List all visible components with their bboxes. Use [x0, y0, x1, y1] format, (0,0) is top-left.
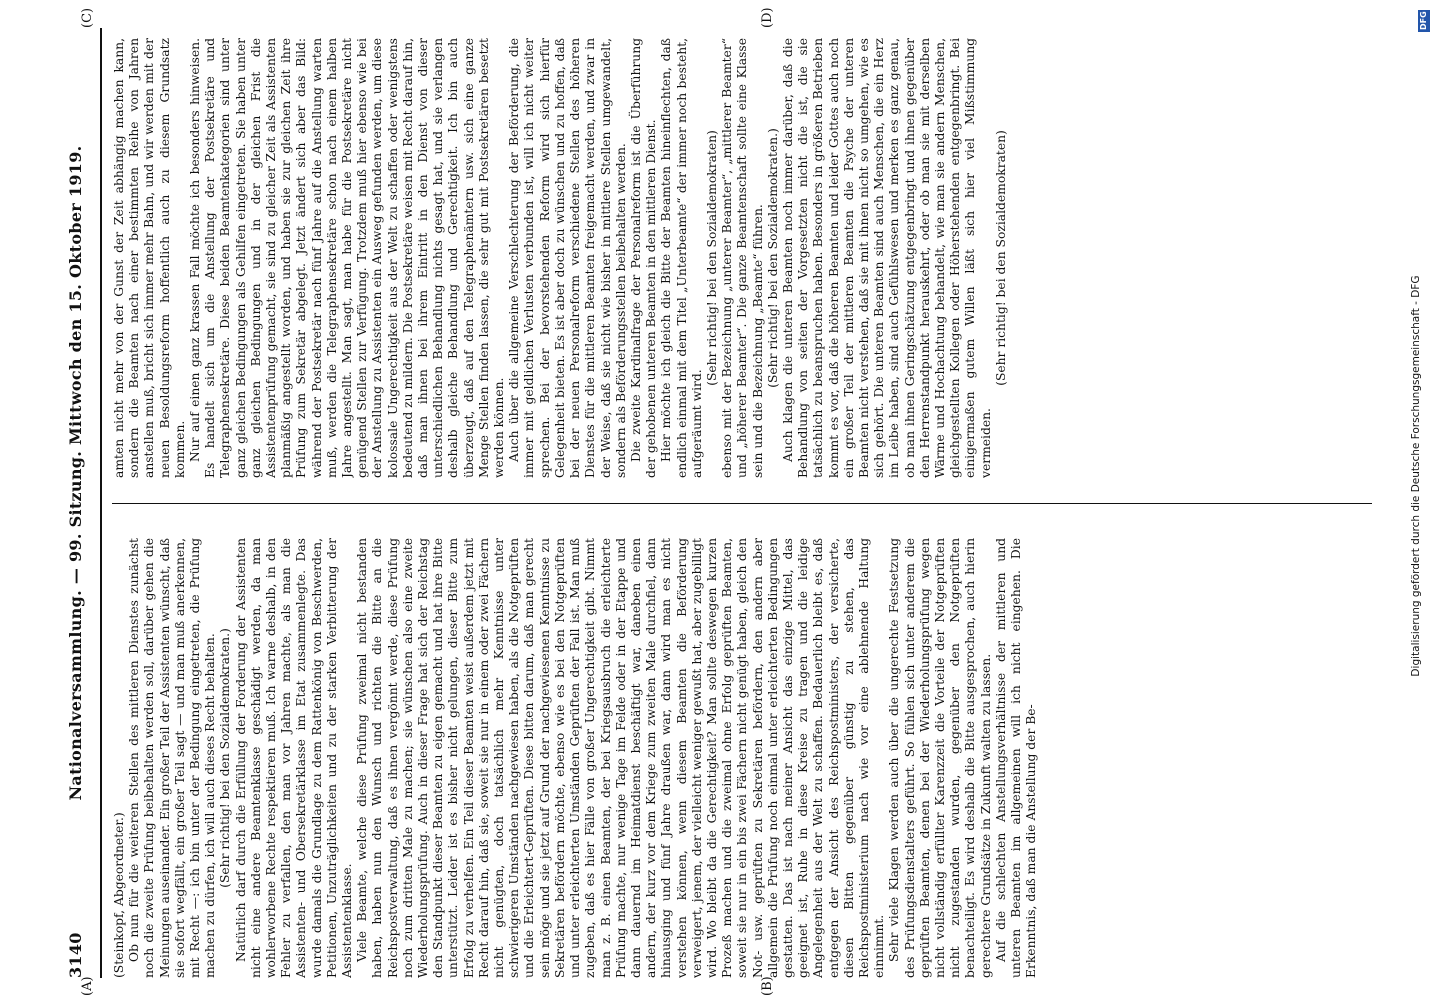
paragraph: amten nicht mehr von der Gunst der Zeit abhängig machen kann, sondern die Beamten nach einer bestimmten Reihe von Jahren anstellen muß, bricht sich immer mehr Bahn, und wir werden mit der neuen Besoldungsreform hoffentlich auch zu diesem Grundsatz kommen. — [112, 38, 187, 478]
margin-mark-c: (C) — [80, 7, 95, 28]
digitization-imprint — [1410, 10, 1430, 990]
paragraph: Auch klagen die unteren Beamten noch immer darüber, daß die Behandlung von seiten der Vorgesetzten nicht die ist, die sie tatsächlich zu beanspruchen haben. Besonders in größeren Betrieben kommt es vor, daß die höheren Beamten und leider Gottes auch noch ein großer Teil der mittleren Beamten die Psyche der unteren Beamten nicht verstehen, daß sie mit ihnen nicht so umgehen, wie es sich gehört. Die unteren Beamten sind auch Menschen, die ein Herz im Leibe haben, sind auch Gefühlswesen und merken es ganz genau, ob man ihnen Geringschätzung entgegenbringt und ihnen gegenüber den Herrenstandpunkt herauskehrt, oder ob man sie mit derselben Wärme und Hochachtung behandelt, wie man sie andern Menschen, gleichgestellten Kollegen oder Höherstehenden entgegenbringt. Bei einigermaßen gutem Willen läßt sich hier viel Mißstimmung vermeiden. — [780, 38, 993, 478]
document-page — [52, 28, 1392, 978]
dfg-logo: DFG — [1419, 11, 1428, 31]
paragraph: Auf die schlechten Anstellungsverhältnisse der mittleren und unteren Beamten im allgemeinen will ich nicht eingehen. Die Erkenntnis, daß man die Anstellung der Be- — [993, 538, 1039, 978]
paragraph: Hier möchte ich gleich die Bitte der Beamten hineinflechten, daß endlich einmal mit dem Titel „Unterbeamte“ der immer noch besteht, aufgeräumt wird. — [659, 38, 704, 478]
imprint-text: Digitalisierung gefördert durch die Deutsche Forschungsgemeinschaft - DFG — [1410, 275, 1422, 677]
paragraph: Auch über die allgemeine Verschlechterung der Beförderung, die immer mit geldlichen Verlusten verbunden ist, will ich nicht weiter sprechen. Bei der bevorstehenden Reform wird sich hierfür Gelegenheit bieten. Es ist aber doch zu wünschen und zu hoffen, daß bei der neuen Personalreform verschiedene Stellen des höheren Dienstes für die mittleren Beamten freigemacht werden, und zwar in der Weise, daß sie nicht wie bisher in mittlere Stellen umgewandelt, sondern als Beförderungsstellen beibehalten werden. — [507, 38, 628, 478]
paragraph: Natürlich darf durch die Erfüllung der Forderung der Assistenten nicht eine andere Beamtenklasse geschädigt werden, da man wohlerworbene Rechte respektieren muß. Ich warne deshalb, in den Fehler zu verfallen, den man vor Jahren machte, als man die Assistenten- und Obersekretärklasse im Etat zusammenlegte. Das wurde damals die Grundlage zu dem Rattenkönig von Beschwerden, Petitionen, Unzuträglichkeiten und zu der starken Verbitterung der Assistentenklasse. — [233, 538, 355, 978]
paragraph: Viele Beamte, welche diese Prüfung zweimal nicht bestanden haben, haben nun den Wunsch und richten die Bitte an die Reichspostverwaltung, daß es ihnen vergönnt werde, diese Prüfung noch zum dritten Male zu machen; sie wünschen also eine zweite Wiederholungsprüfung. Auch in dieser Frage hat sich der Reichstag den Standpunkt dieser Beamten zu eigen gemacht und hat ihre Bitte unterstützt. Leider ist es bisher nicht gelungen, dieser Bitte zum Erfolg zu verhelfen. Ein Teil dieser Beamten weist außerdem jetzt mit Recht darauf hin, daß sie, soweit sie nur in einem oder zwei Fächern nicht genügten, doch tatsächlich mehr Kenntnisse unter schwierigeren Umständen nachgewiesen haben, als die Notgeprüften und die Erleichtert-Geprüften. Diese bitten darum, daß man gerecht sein möge und sie jetzt auf Grund der nachgewiesenen Kenntnisse zu Sekretären befördern möchte, ebenso wie es bei den Notgeprüften und unter erleichterten Umständen Geprüften der Fall ist. Man muß zugeben, daß es hier Fälle von großer Ungerechtigkeit gibt. Nimmt man z. B. einen Beamten, der bei Kriegsausbruch die erleichterte Prüfung machte, nur wenige Tage im Felde oder in der Etappe und dann dauernd im Heimatdienst beschäftigt war, daneben einen andern, der kurz vor dem Kriege zum zweiten Male durchfiel, dann hinausging und fünf Jahre draußen war, dann wird man es nicht verstehen können, wenn diesem Beamten die Beförderung verweigert, jenem, der vielleicht weniger gewußt hat, aber zugebilligt wird. Wo bleibt da die Gerechtigkeit? Man sollte deswegen kurzen Prozeß machen und die zweimal ohne Erfolg geprüften Beamten, soweit sie nur in ein bis zwei Fächern nicht genügt haben, gleich den Not- usw. geprüften zu Sekretären befördern, den andern aber allgemein die Prüfung noch einmal unter erleichterten Bedingungen gestatten. Das ist nach meiner Ansicht das einzige Mittel, das geeignet ist, Ruhe in diese Kreise zu tragen und die leidige Angelegenheit aus der Welt zu schaffen. Bedauerlich bleibt es, daß entgegen der Ansicht des Reichspostministers, der versicherte, diesen Bitten gegenüber günstig zu stehen, das Reichspostministerium nach wie vor eine ablehnende Haltung einnimmt. — [355, 538, 887, 978]
column-right — [112, 38, 1372, 478]
margin-mark-b: (B) — [760, 976, 775, 996]
margin-mark-a: (A) — [80, 976, 95, 996]
column-divider — [112, 503, 1372, 504]
paragraph: ebenso mit der Bezeichnung „unterer Beamter“, „mittlerer Beamter“ und „höherer Beamter“. Die ganze Beamtenschaft sollte eine Klasse sein und die Bezeichnung „Beamte“ führen. — [720, 38, 765, 478]
paragraph: Die zweite Kardinalfrage der Personalreform ist die Überführung der gehobenen unteren Beamten in den mittleren Dienst. — [628, 38, 659, 478]
page-title: Nationalversammlung. — 99. Sitzung. Mittwoch den 15. Oktober 1919. — [65, 145, 85, 801]
interjection: (Sehr richtig! bei den Sozialdemokraten.) — [218, 628, 233, 888]
interjection: (Sehr richtig! bei den Sozialdemokraten) — [993, 130, 1008, 386]
paragraph: Sehr viele Klagen werden auch über die ungerechte Festsetzung des Prüfungsdienstalters geführt. So fühlen sich unter anderem die geprüften Beamten, denen bei der Wiederholungsprüfung wegen nicht vollständig erfüllter Karenzzeit die Vorteile der Notgeprüften nicht zugestanden wurden, gegenüber den Notgeprüften benachteiligt. Es wird deshalb die Bitte ausgesprochen, auch hierin gerechtere Grundsätze in Zukunft walten zu lassen. — [887, 538, 993, 978]
interjection: (Sehr richtig! bei den Sozialdemokraten.) — [765, 128, 780, 388]
page-number: 3140 — [65, 932, 85, 978]
column-left — [112, 538, 1372, 978]
header-rule — [100, 28, 102, 978]
margin-mark-d: (D) — [760, 7, 775, 28]
interjection: (Sehr richtig! bei den Sozialdemokraten) — [704, 130, 719, 386]
speaker-note: (Steinkopf, Abgeordneter.) — [112, 812, 126, 978]
page-header — [52, 28, 98, 978]
paragraph: Ob nun für die weiteren Stellen des mittleren Dienstes zunächst noch die zweite Prüfung beibehalten werden soll, darüber gehen die Meinungen auseinander. Ein großer Teil der Assistenten wünscht, daß sie sofort wegfällt, ein großer Teil sagt — und man muß anerkennen, mit Recht —: ich bin unter der Bedingung eingetreten, die Prüfung machen zu dürfen, ich will auch dieses Recht behalten. — [127, 538, 218, 978]
paragraph: Nur auf einen ganz krassen Fall möchte ich besonders hinweisen. Es handelt sich um die Anstellung der Postsekretäre und Telegraphensekretäre. Diese beiden Beamtenkategorien sind unter ganz gleichen Bedingungen als Gehilfen eingetreten. Sie haben unter ganz gleichen Bedingungen und in der gleichen Frist die Assistentenprüfung gemacht, sie sind zu gleicher Zeit als Assistenten planmäßig angestellt worden, und haben sie zur gleichen Zeit ihre Prüfung zum Sekretär abgelegt. Jetzt ändert sich aber das Bild: während der Postsekretär nach fünf Jahre auf die Anstellung warten muß, werden die Telegraphensekretäre schon nach einem halben Jahre angestellt. Man sagt, man habe für die Postsekretäre nicht genügend Stellen zur Verfügung. Trotzdem muß hier ebenso wie bei der Anstellung zu Assistenten ein Ausweg gefunden werden, um diese kolossale Ungerechtigkeit aus der Welt zu schaffen oder wenigstens bedeutend zu mildern. Die Postsekretäre weisen mit Recht darauf hin, daß man ihnen bei ihrem Eintritt in den Dienst von dieser unterschiedlichen Behandlung nichts gesagt hat, und sie verlangen deshalb gleiche Behandlung und Gerechtigkeit. Ich bin auch überzeugt, daß auf den Telegraphenämtern usw. sich eine ganze Menge Stellen finden lassen, die sehr gut mit Postsekretären besetzt werden können. — [188, 38, 507, 478]
